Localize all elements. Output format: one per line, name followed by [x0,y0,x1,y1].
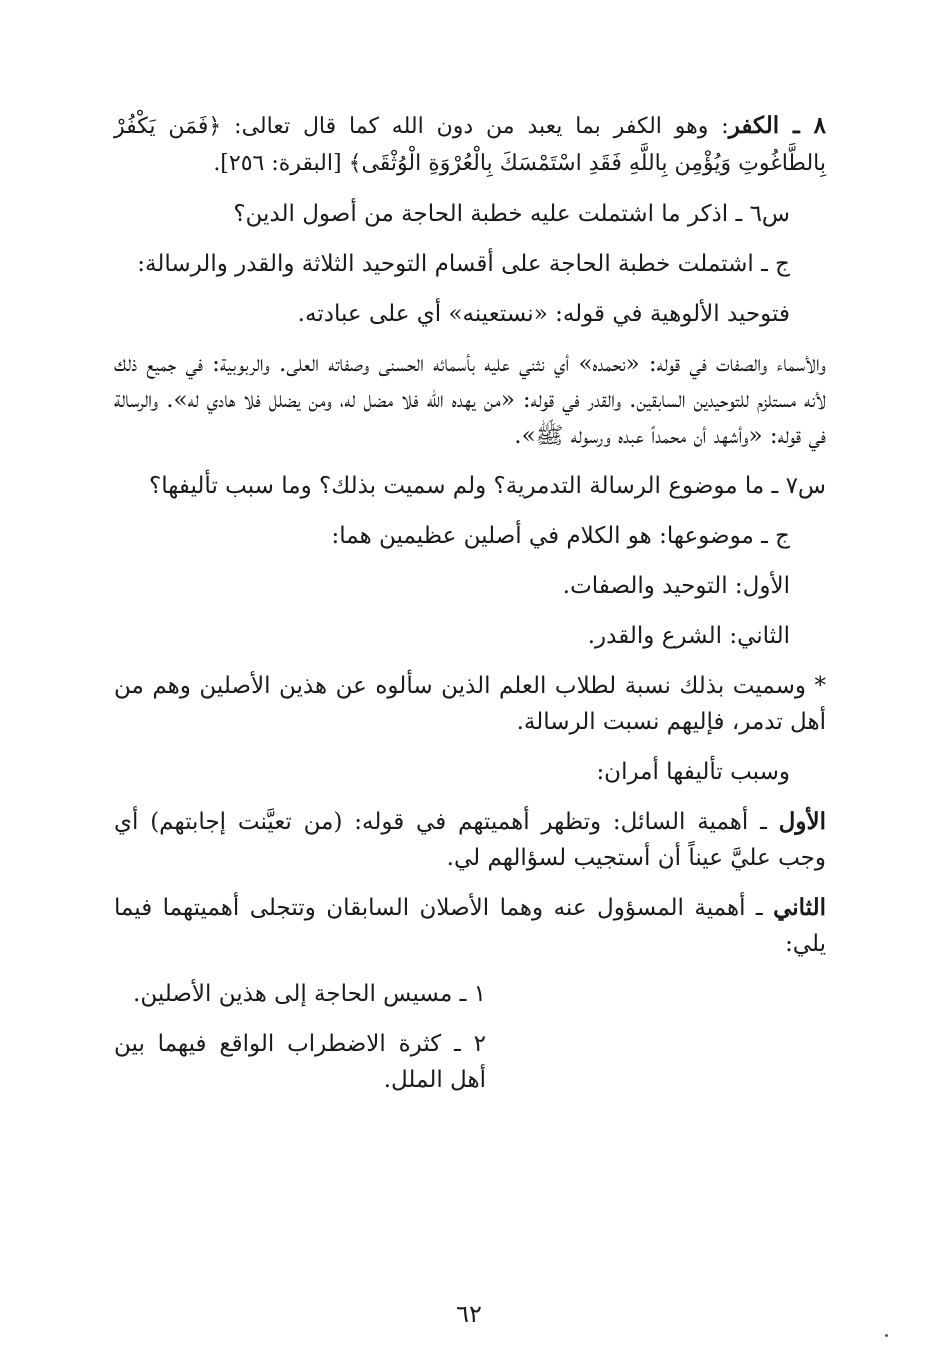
paragraph-text: ٢ ـ كثرة الاضطراب الواقع فيهما بين أهل الملل. [114,1031,486,1093]
paragraph-text: والأسماء والصفات في قوله: «نحمده» أي نثني عليه بأسمائه الحسنى وصفاته العلى. والربوبية: في جميع ذلك لأنه مستلزم للتوحيدين السابقين. والقدر في قوله: «من يهده الله فلا مضل له، ومن يضلل فلا هادي له». والرسالة في قوله: «وأشهد أن محمداً عبده ورسوله ﷺ». [114,351,826,449]
answer-6 [114,246,826,282]
paragraph-text: ـ أهمية المسؤول عنه وهما الأصلان السابقان وتتجلى أهميتهما فيما يلي: [114,895,826,957]
uluhiyya-paragraph [114,296,826,332]
scan-speck [885,1334,888,1337]
page-body [114,108,826,1112]
paragraph-lead: الأول [778,808,826,835]
paragraph-text: س٧ ـ ما موضوع الرسالة التدمرية؟ ولم سميت بذلك؟ وما سبب تأليفها؟ [149,473,826,499]
paragraph-text: وسبب تأليفها أمران: [596,759,790,785]
reason-first [114,804,826,876]
paragraph-lead: الثاني [773,894,826,921]
paragraph-text: ـ أهمية السائل: وتظهر أهميتهم في قوله: (من تعيَّنت إجابتهم) أي وجب عليَّ عيناً أن أستجيب لسؤالهم لي. [114,809,826,871]
asma-sifat-paragraph [114,346,826,454]
paragraph-text: س٦ ـ اذكر ما اشتملت عليه خطبة الحاجة من أصول الدين؟ [233,201,790,227]
second-principle [114,618,826,654]
answer-7 [114,518,826,554]
naming-paragraph [114,668,826,740]
paragraph-text: * وسميت بذلك نسبة لطلاب العلم الذين سألوه عن هذين الأصلين وهم من أهل تدمر، فإليهم نسبت الرسالة. [114,673,826,735]
reasons-intro [114,754,826,790]
paragraph-text: ج ـ موضوعها: هو الكلام في أصلين عظيمين هما: [331,523,790,549]
page-number: ٦٢ [456,1300,482,1328]
reason-second [114,890,826,962]
paragraph-kufr [114,108,826,182]
question-6 [114,196,826,232]
paragraph-text: الأول: التوحيد والصفات. [562,573,790,599]
paragraph-text: فتوحيد الألوهية في قوله: «نستعينه» أي على عبادته. [297,301,790,327]
paragraph-text: ج ـ اشتملت خطبة الحاجة على أقسام التوحيد الثلاثة والقدر والرسالة: [137,251,790,277]
first-principle [114,568,826,604]
paragraph-lead: ٨ ـ الكفر [728,112,826,139]
list-item-2 [114,1026,826,1098]
paragraph-text: ١ ـ مسيس الحاجة إلى هذين الأصلين. [133,981,486,1007]
paragraph-text: : وهو الكفر بما يعبد من دون الله كما قال تعالى: ﴿فَمَن يَكْفُرْ بِالطَّاغُوتِ وَيُؤْمِن بِاللَّهِ فَقَدِ اسْتَمْسَكَ بِالْعُرْوَةِ الْوُثْقَى﴾ [البقرة: ٢٥٦]. [114,114,826,176]
paragraph-text: الثاني: الشرع والقدر. [587,623,790,649]
list-item-1 [114,976,826,1012]
question-7 [114,468,826,504]
